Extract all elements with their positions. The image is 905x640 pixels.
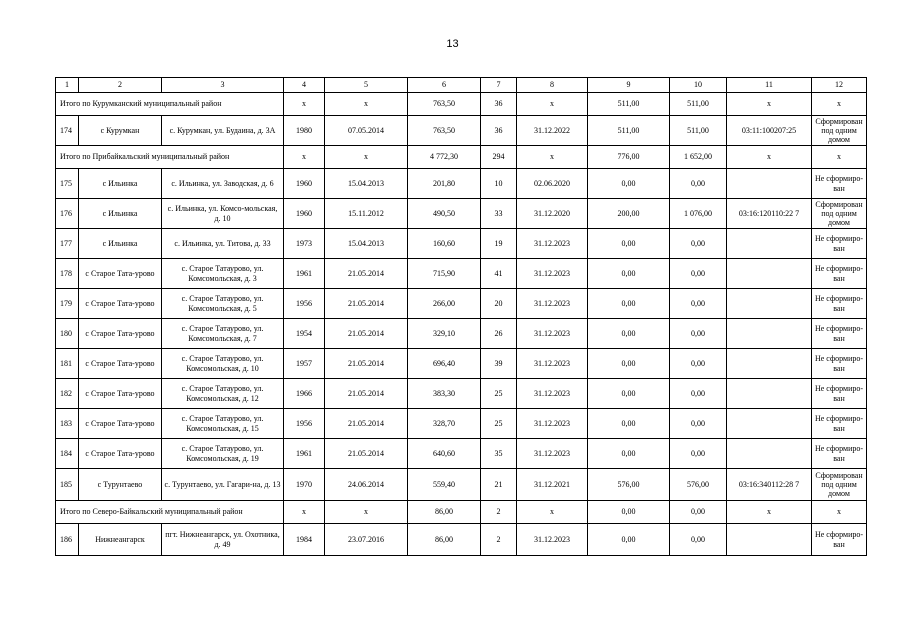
cell-deadline: 31.12.2022: [517, 116, 588, 146]
cell-date: 24.06.2014: [325, 469, 408, 501]
cell-c6: 86,00: [408, 501, 481, 524]
cell-date: 21.05.2014: [325, 349, 408, 379]
cell-year: 1980: [284, 116, 325, 146]
table-row: [56, 199, 867, 229]
summary-row: [56, 501, 867, 524]
cell-locality: с Старое Тата-урово: [79, 409, 162, 439]
cell-locality: Нижнеангарск: [79, 524, 162, 556]
cell-year: 1957: [284, 349, 325, 379]
cell-deadline: 31.12.2023: [517, 409, 588, 439]
cell-num: 184: [56, 439, 79, 469]
cell-area: 328,70: [408, 409, 481, 439]
cell-c10: 0,00: [670, 229, 727, 259]
cell-c8: x: [517, 501, 588, 524]
cell-c12: Сформирован под одним домом: [812, 116, 867, 146]
column-header: 9: [588, 78, 670, 93]
cell-c10: 511,00: [670, 93, 727, 116]
cell-locality: с Ильинка: [79, 229, 162, 259]
cell-locality: с Старое Тата-урово: [79, 289, 162, 319]
cell-num: 177: [56, 229, 79, 259]
page-number: 13: [446, 38, 459, 50]
cell-c10: 0,00: [670, 259, 727, 289]
cell-c9: 0,00: [588, 409, 670, 439]
cell-c12: x: [812, 93, 867, 116]
cell-address: с. Турунтаево, ул. Гагари-на, д. 13: [162, 469, 284, 501]
cell-c5: x: [325, 93, 408, 116]
cell-c12: Не сформиро-ван: [812, 289, 867, 319]
cell-address: с. Курумкан, ул. Будаина, д. 3А: [162, 116, 284, 146]
cell-date: 21.05.2014: [325, 409, 408, 439]
cell-c9: 0,00: [588, 501, 670, 524]
cell-date: 07.05.2014: [325, 116, 408, 146]
column-header: 10: [670, 78, 727, 93]
cell-area: 266,00: [408, 289, 481, 319]
cell-c12: Не сформиро-ван: [812, 439, 867, 469]
cell-date: 21.05.2014: [325, 379, 408, 409]
cell-people: 36: [481, 116, 517, 146]
cell-c11: [727, 409, 812, 439]
cell-address: с. Старое Татаурово, ул. Комсомольская, д. 10: [162, 349, 284, 379]
housing-table: [55, 77, 867, 556]
cell-address: с. Старое Татаурово, ул. Комсомольская, д. 12: [162, 379, 284, 409]
cell-label: Итого по Прибайкальский муниципальный район: [56, 146, 284, 169]
cell-c12: Не сформиро-ван: [812, 524, 867, 556]
cell-area: 160,60: [408, 229, 481, 259]
cell-c8: x: [517, 146, 588, 169]
cell-num: 178: [56, 259, 79, 289]
cell-year: 1960: [284, 169, 325, 199]
cell-year: 1970: [284, 469, 325, 501]
cell-year: 1960: [284, 199, 325, 229]
cell-c11: x: [727, 93, 812, 116]
cell-c7: 36: [481, 93, 517, 116]
cell-c11: [727, 379, 812, 409]
cell-c10: 0,00: [670, 289, 727, 319]
cell-area: 329,10: [408, 319, 481, 349]
cell-c9: 0,00: [588, 289, 670, 319]
cell-c9: 0,00: [588, 439, 670, 469]
cell-deadline: 31.12.2021: [517, 469, 588, 501]
cell-people: 41: [481, 259, 517, 289]
cell-c11: [727, 289, 812, 319]
cell-area: 640,60: [408, 439, 481, 469]
cell-people: 21: [481, 469, 517, 501]
cell-c11: x: [727, 146, 812, 169]
table-row: [56, 524, 867, 556]
cell-c12: Сформирован под одним домом: [812, 469, 867, 501]
cell-c11: 03:16:120110:22 7: [727, 199, 812, 229]
cell-date: 15.11.2012: [325, 199, 408, 229]
cell-c11: x: [727, 501, 812, 524]
cell-c7: 2: [481, 501, 517, 524]
cell-locality: с Старое Тата-урово: [79, 259, 162, 289]
cell-address: с. Ильинка, ул. Комсо-мольская, д. 10: [162, 199, 284, 229]
cell-num: 176: [56, 199, 79, 229]
column-header: 3: [162, 78, 284, 93]
cell-people: 2: [481, 524, 517, 556]
cell-area: 559,40: [408, 469, 481, 501]
column-header: 12: [812, 78, 867, 93]
table-row: [56, 439, 867, 469]
cell-label: Итого по Северо-Байкальский муниципальный район: [56, 501, 284, 524]
cell-c10: 511,00: [670, 116, 727, 146]
cell-address: с. Старое Татаурово, ул. Комсомольская, д. 7: [162, 319, 284, 349]
cell-year: 1984: [284, 524, 325, 556]
cell-area: 763,50: [408, 116, 481, 146]
cell-deadline: 31.12.2023: [517, 319, 588, 349]
column-header: 7: [481, 78, 517, 93]
cell-c4: x: [284, 93, 325, 116]
table-row: [56, 379, 867, 409]
cell-locality: с Ильинка: [79, 199, 162, 229]
cell-address: с. Ильинка, ул. Титова, д. 33: [162, 229, 284, 259]
cell-num: 179: [56, 289, 79, 319]
cell-c12: Не сформиро-ван: [812, 169, 867, 199]
cell-c6: 763,50: [408, 93, 481, 116]
cell-locality: с Старое Тата-урово: [79, 439, 162, 469]
cell-area: 86,00: [408, 524, 481, 556]
cell-c10: 0,00: [670, 409, 727, 439]
cell-area: 715,90: [408, 259, 481, 289]
cell-c11: [727, 439, 812, 469]
summary-row: [56, 93, 867, 116]
cell-num: 186: [56, 524, 79, 556]
table-row: [56, 116, 867, 146]
cell-c10: 0,00: [670, 319, 727, 349]
column-header: 11: [727, 78, 812, 93]
header-row: [56, 78, 867, 93]
cell-people: 33: [481, 199, 517, 229]
cell-c8: x: [517, 93, 588, 116]
cell-locality: с Курумкан: [79, 116, 162, 146]
cell-area: 383,30: [408, 379, 481, 409]
cell-c9: 200,00: [588, 199, 670, 229]
cell-c12: Не сформиро-ван: [812, 319, 867, 349]
cell-area: 490,50: [408, 199, 481, 229]
cell-address: с. Старое Татаурово, ул. Комсомольская, д. 3: [162, 259, 284, 289]
cell-deadline: 31.12.2023: [517, 524, 588, 556]
cell-c9: 0,00: [588, 229, 670, 259]
cell-people: 25: [481, 379, 517, 409]
table-row: [56, 409, 867, 439]
cell-c9: 0,00: [588, 169, 670, 199]
cell-c9: 576,00: [588, 469, 670, 501]
cell-c11: [727, 169, 812, 199]
column-header: 1: [56, 78, 79, 93]
column-header: 5: [325, 78, 408, 93]
cell-people: 25: [481, 409, 517, 439]
cell-c9: 0,00: [588, 259, 670, 289]
cell-date: 21.05.2014: [325, 319, 408, 349]
cell-deadline: 31.12.2023: [517, 349, 588, 379]
cell-c4: x: [284, 501, 325, 524]
cell-c10: 0,00: [670, 349, 727, 379]
cell-c12: Не сформиро-ван: [812, 349, 867, 379]
cell-c12: Не сформиро-ван: [812, 409, 867, 439]
table-row: [56, 469, 867, 501]
cell-date: 15.04.2013: [325, 169, 408, 199]
cell-c5: x: [325, 501, 408, 524]
cell-num: 182: [56, 379, 79, 409]
table-row: [56, 289, 867, 319]
cell-deadline: 31.12.2023: [517, 229, 588, 259]
cell-c12: Не сформиро-ван: [812, 379, 867, 409]
cell-deadline: 31.12.2023: [517, 289, 588, 319]
cell-locality: с Ильинка: [79, 169, 162, 199]
cell-c10: 1 652,00: [670, 146, 727, 169]
cell-address: с. Старое Татаурово, ул. Комсомольская, д. 5: [162, 289, 284, 319]
cell-deadline: 31.12.2023: [517, 379, 588, 409]
cell-deadline: 31.12.2023: [517, 439, 588, 469]
cell-people: 26: [481, 319, 517, 349]
cell-c7: 294: [481, 146, 517, 169]
cell-c9: 0,00: [588, 349, 670, 379]
cell-c9: 0,00: [588, 319, 670, 349]
cell-address: с. Старое Татаурово, ул. Комсомольская, д. 19: [162, 439, 284, 469]
cell-address: с. Ильинка, ул. Заводская, д. 6: [162, 169, 284, 199]
cell-year: 1954: [284, 319, 325, 349]
cell-deadline: 31.12.2023: [517, 259, 588, 289]
cell-c10: 0,00: [670, 439, 727, 469]
cell-people: 39: [481, 349, 517, 379]
cell-c4: x: [284, 146, 325, 169]
cell-date: 21.05.2014: [325, 289, 408, 319]
column-header: 6: [408, 78, 481, 93]
cell-c11: 03:11:100207:25: [727, 116, 812, 146]
cell-year: 1961: [284, 259, 325, 289]
table-body: [56, 78, 867, 556]
cell-people: 10: [481, 169, 517, 199]
cell-c10: 0,00: [670, 379, 727, 409]
cell-num: 174: [56, 116, 79, 146]
cell-c12: x: [812, 146, 867, 169]
cell-date: 21.05.2014: [325, 439, 408, 469]
cell-c9: 776,00: [588, 146, 670, 169]
table-row: [56, 259, 867, 289]
cell-year: 1961: [284, 439, 325, 469]
table-row: [56, 229, 867, 259]
cell-c10: 0,00: [670, 169, 727, 199]
cell-c9: 511,00: [588, 116, 670, 146]
cell-deadline: 02.06.2020: [517, 169, 588, 199]
cell-year: 1966: [284, 379, 325, 409]
cell-year: 1956: [284, 289, 325, 319]
cell-c10: 1 076,00: [670, 199, 727, 229]
cell-c10: 0,00: [670, 524, 727, 556]
cell-c12: Сформирован под одним домом: [812, 199, 867, 229]
cell-address: с. Старое Татаурово, ул. Комсомольская, д. 15: [162, 409, 284, 439]
cell-c10: 576,00: [670, 469, 727, 501]
cell-c9: 0,00: [588, 524, 670, 556]
table-row: [56, 169, 867, 199]
cell-label: Итого по Курумканский муниципальный район: [56, 93, 284, 116]
table-row: [56, 349, 867, 379]
cell-c6: 4 772,30: [408, 146, 481, 169]
column-header: 8: [517, 78, 588, 93]
cell-locality: с Старое Тата-урово: [79, 379, 162, 409]
cell-c12: x: [812, 501, 867, 524]
summary-row: [56, 146, 867, 169]
cell-c11: [727, 259, 812, 289]
cell-locality: с Старое Тата-урово: [79, 319, 162, 349]
cell-date: 15.04.2013: [325, 229, 408, 259]
cell-locality: с Турунтаево: [79, 469, 162, 501]
column-header: 4: [284, 78, 325, 93]
cell-c11: [727, 229, 812, 259]
cell-num: 183: [56, 409, 79, 439]
table-row: [56, 319, 867, 349]
cell-c11: [727, 524, 812, 556]
cell-num: 175: [56, 169, 79, 199]
cell-year: 1956: [284, 409, 325, 439]
cell-num: 185: [56, 469, 79, 501]
cell-c5: x: [325, 146, 408, 169]
cell-c9: 0,00: [588, 379, 670, 409]
cell-address: пгт. Нижнеангарск, ул. Охотника, д. 49: [162, 524, 284, 556]
cell-people: 20: [481, 289, 517, 319]
cell-people: 19: [481, 229, 517, 259]
cell-date: 21.05.2014: [325, 259, 408, 289]
cell-num: 180: [56, 319, 79, 349]
cell-num: 181: [56, 349, 79, 379]
cell-deadline: 31.12.2020: [517, 199, 588, 229]
cell-locality: с Старое Тата-урово: [79, 349, 162, 379]
cell-c11: 03:16:340112:28 7: [727, 469, 812, 501]
column-header: 2: [79, 78, 162, 93]
cell-c9: 511,00: [588, 93, 670, 116]
cell-people: 35: [481, 439, 517, 469]
cell-c11: [727, 349, 812, 379]
cell-c12: Не сформиро-ван: [812, 229, 867, 259]
cell-area: 201,80: [408, 169, 481, 199]
cell-c10: 0,00: [670, 501, 727, 524]
cell-c11: [727, 319, 812, 349]
cell-date: 23.07.2016: [325, 524, 408, 556]
cell-area: 696,40: [408, 349, 481, 379]
cell-c12: Не сформиро-ван: [812, 259, 867, 289]
cell-year: 1973: [284, 229, 325, 259]
